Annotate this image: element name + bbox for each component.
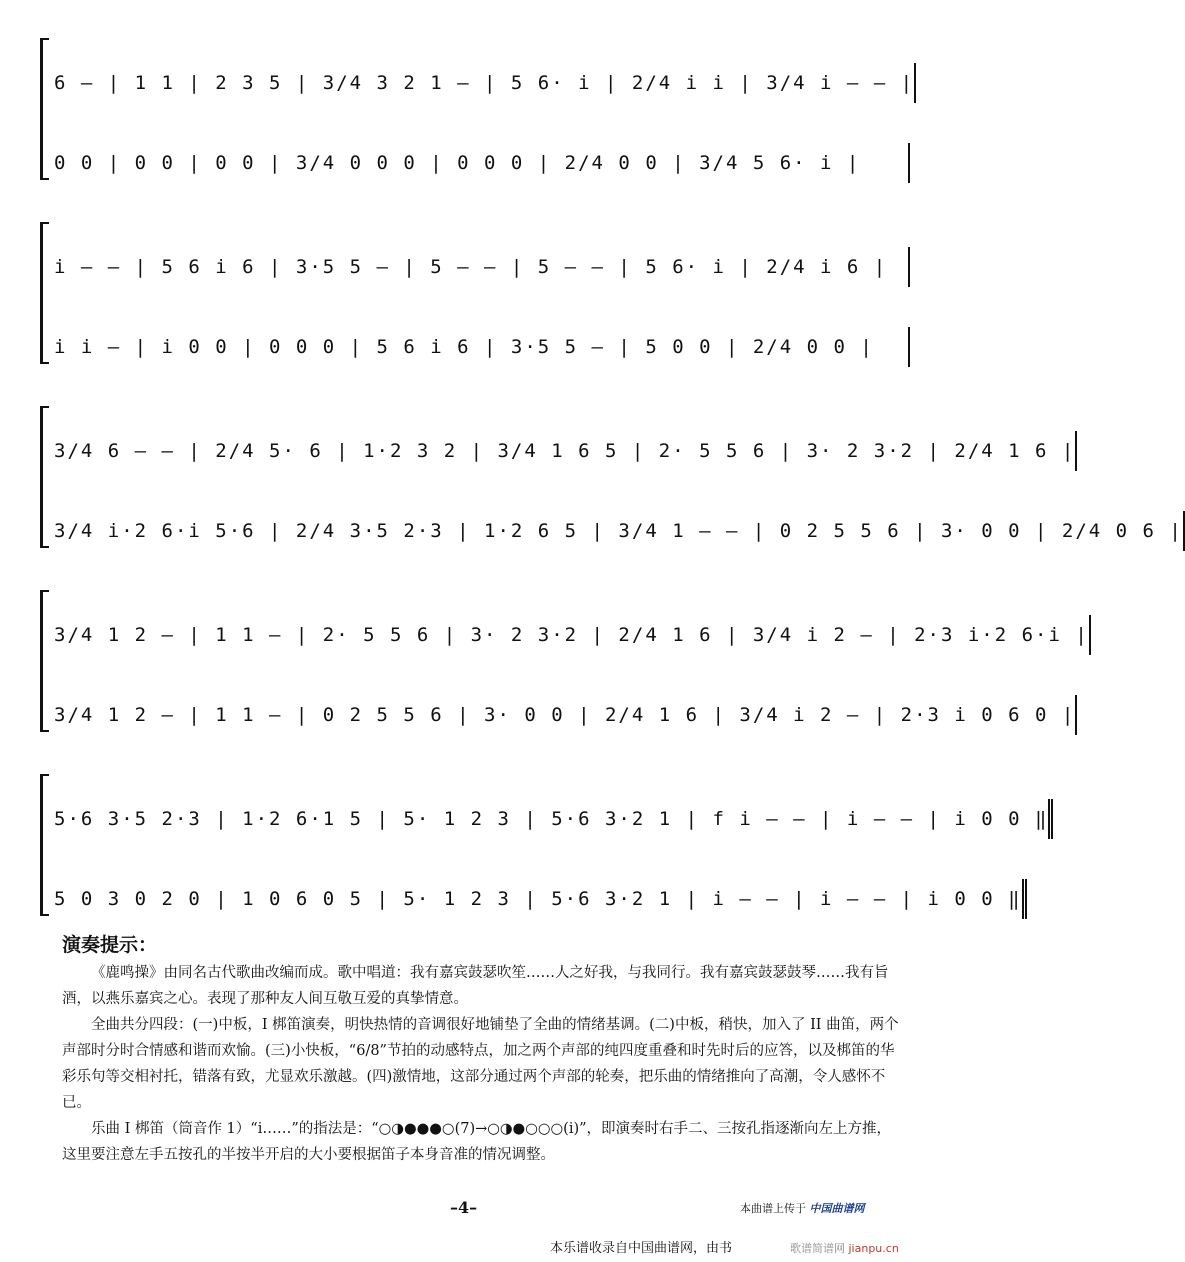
system-bracket — [40, 774, 49, 916]
staff-flute-2 — [54, 690, 1076, 740]
watermark — [790, 1240, 899, 1256]
watermark-label: 歌谱简谱网 — [790, 1242, 845, 1255]
staff-flute-2 — [54, 322, 910, 372]
system-bracket — [40, 590, 49, 732]
barline — [1089, 615, 1091, 655]
final-barline — [1048, 799, 1053, 839]
system-1 — [40, 30, 915, 190]
collection-credit: 本乐谱收录自中国曲谱网，由书 — [550, 1241, 733, 1256]
watermark-url: jianpu.cn — [848, 1242, 899, 1255]
barline — [908, 327, 910, 367]
staff-notes: 6 – | 1 1 | 2 3 5 | 3/4 3 2 1 – | 5 6· i | 2/4 i i | 3/4 i – – | — [54, 72, 915, 94]
system-bracket — [40, 406, 49, 548]
staff-flute-2 — [54, 506, 1183, 556]
staff-notes: i i – | i 0 0 | 0 0 0 | 5 6 i 6 | 3·5 5 – | 5 0 0 | 2/4 0 0 | — [54, 336, 874, 358]
upload-credit — [740, 1200, 865, 1216]
system-5 — [40, 766, 1049, 926]
staff-flute-1 — [54, 794, 1049, 844]
notes-paragraph-2: 全曲共分四段：(一)中板，I 梆笛演奏，明快热情的音调很好地铺垫了全曲的情绪基调。(二)中板，稍快，加入了 II 曲笛，两个声部时分时合情感和谐而欢愉。(三)小快板，“6/8”节拍的动感特点，加之两个声部的纯四度重叠和时先时后的应答，以及梆笛的华彩乐句等交相衬托，错落有致，尤显欢乐激越。(四)激情地，这部分通过两个声部的轮奏，把乐曲的情绪推向了高潮，令人感怀不已。 — [62, 1017, 899, 1111]
staff-notes: 3/4 6 – – | 2/4 5· 6 | 1·2 3 2 | 3/4 1 6 5 | 2· 5 5 6 | 3· 2 3·2 | 2/4 1 6 | — [54, 440, 1076, 462]
barline — [1075, 431, 1077, 471]
staff-notes: 3/4 1 2 – | 1 1 – | 2· 5 5 6 | 3· 2 3·2 | 2/4 1 6 | 3/4 i 2 – | 2·3 i·2 6·i | — [54, 624, 1089, 646]
staff-notes: 5 0 3 0 2 0 | 1 0 6 0 5 | 5· 1 2 3 | 5·6 3·2 1 | i – – | i – – | i 0 0 ‖ — [54, 888, 1022, 910]
page-number: –4– — [450, 1198, 478, 1217]
system-bracket — [40, 222, 49, 364]
barline — [914, 63, 916, 103]
barline — [908, 247, 910, 287]
staff-flute-2 — [54, 138, 910, 188]
staff-flute-1 — [54, 58, 915, 108]
upload-prefix: 本曲谱上传于 — [740, 1202, 806, 1215]
system-2 — [40, 214, 910, 374]
barline — [1075, 695, 1077, 735]
staff-notes: 3/4 i·2 6·i 5·6 | 2/4 3·5 2·3 | 1·2 6 5 | 3/4 1 – – | 0 2 5 5 6 | 3· 0 0 | 2/4 0 6 | — [54, 520, 1183, 542]
site-logo: 中国曲谱网 — [809, 1202, 865, 1215]
staff-notes: i – – | 5 6 i 6 | 3·5 5 – | 5 – – | 5 – – | 5 6· i | 2/4 i 6 | — [54, 256, 888, 278]
final-barline — [1022, 879, 1027, 919]
staff-notes: 0 0 | 0 0 | 0 0 | 3/4 0 0 0 | 0 0 0 | 2/4 0 0 | 3/4 5 6· i | — [54, 152, 861, 174]
staff-flute-1 — [54, 610, 1089, 660]
notes-paragraph-3: 乐曲 I 梆笛（筒音作 1）“i……”的指法是：“○◑●●●○(7)→○◑●○○○(i)”，即演奏时右手二、三按孔指逐渐向左上方推，这里要注意左手五按孔的半按半开启的大小要根据笛子本身音准的情况调整。 — [62, 1121, 892, 1163]
notes-paragraph-1: 《鹿鸣操》由同名古代歌曲改编而成。歌中唱道：我有嘉宾鼓瑟吹笙……人之好我，与我同行。我有嘉宾鼓瑟鼓琴……我有旨酒，以燕乐嘉宾之心。表现了那种友人间互敬互爱的真挚情意。 — [62, 965, 889, 1007]
staff-notes: 5·6 3·5 2·3 | 1·2 6·1 5 | 5· 1 2 3 | 5·6 3·2 1 | f i – – | i – – | i 0 0 ‖ — [54, 808, 1049, 830]
barline — [908, 143, 910, 183]
system-3 — [40, 398, 1183, 558]
system-4 — [40, 582, 1089, 742]
performance-notes-title: 演奏提示： — [62, 934, 158, 956]
staff-flute-1 — [54, 242, 910, 292]
staff-notes: 3/4 1 2 – | 1 1 – | 0 2 5 5 6 | 3· 0 0 | 2/4 1 6 | 3/4 i 2 – | 2·3 i 0 6 0 | — [54, 704, 1076, 726]
score — [40, 30, 1183, 950]
staff-flute-1 — [54, 426, 1076, 476]
system-bracket — [40, 38, 49, 180]
performance-notes — [62, 960, 900, 1168]
staff-flute-2 — [54, 874, 1022, 924]
